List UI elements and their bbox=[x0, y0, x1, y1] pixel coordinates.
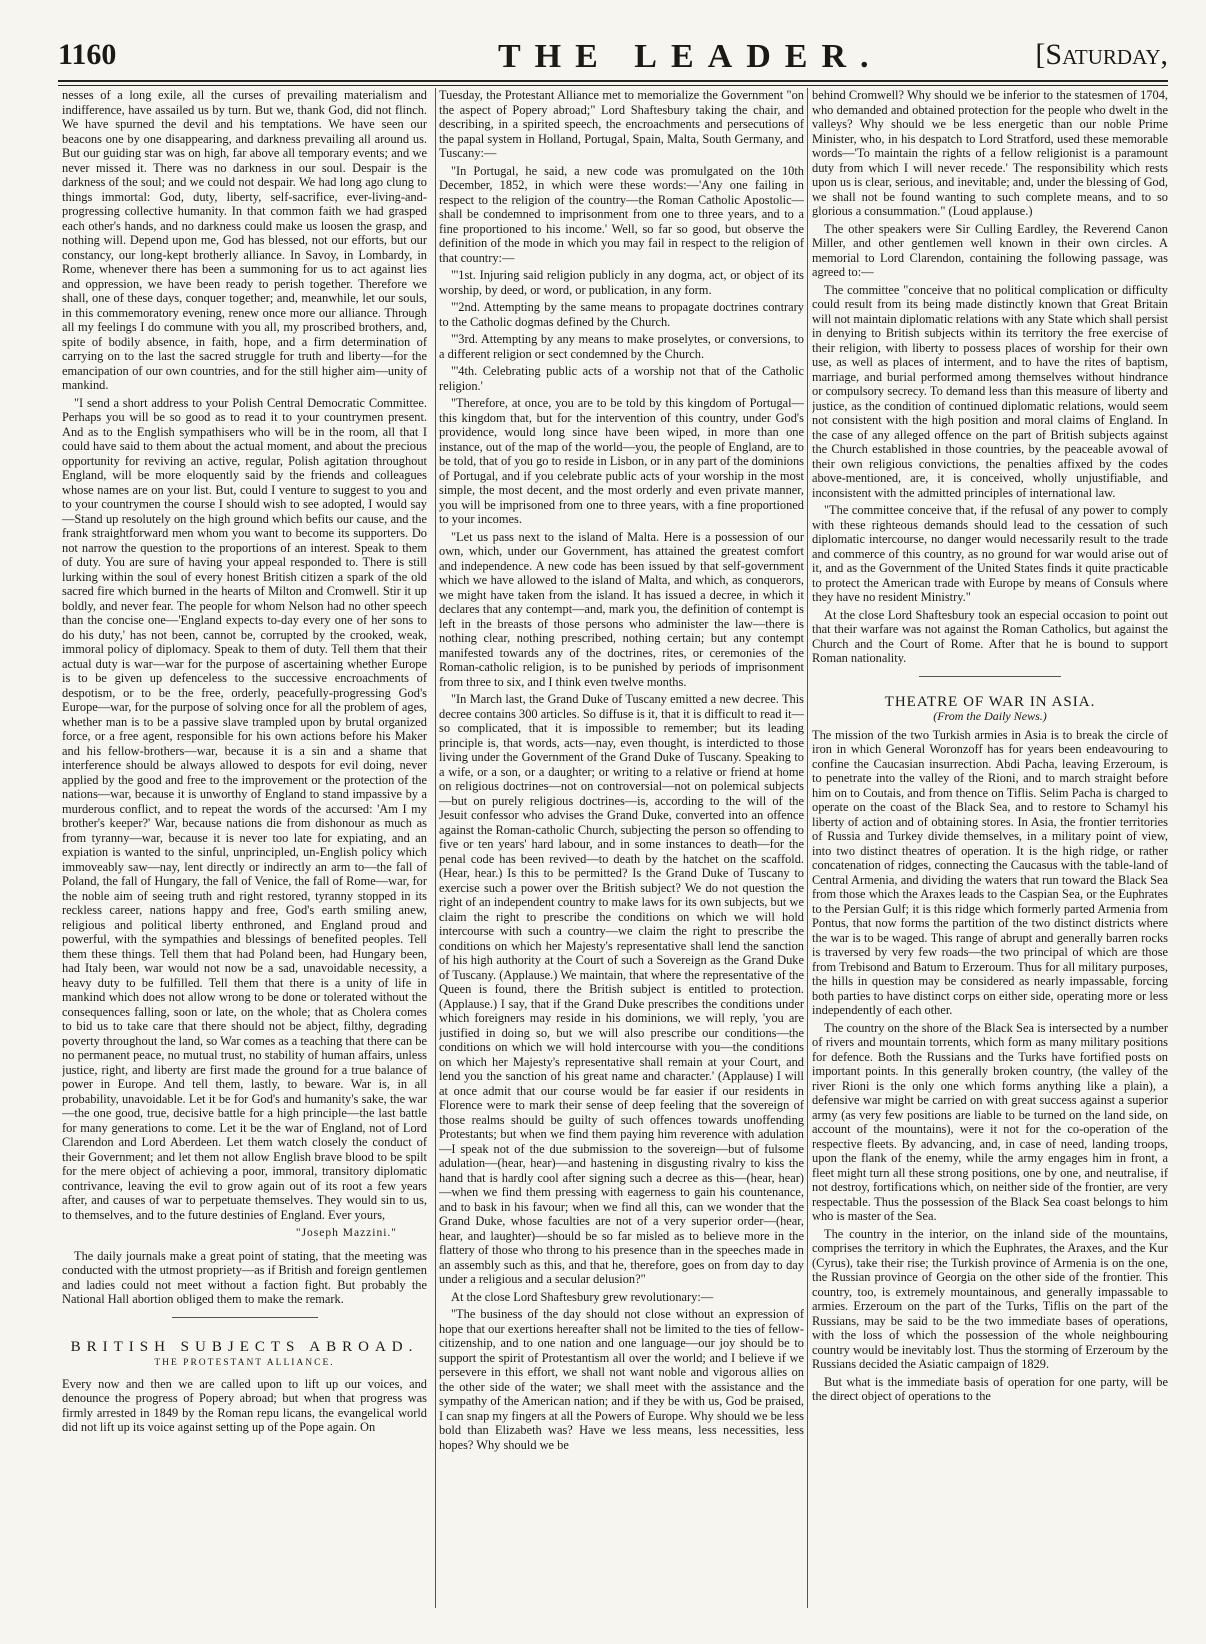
article-paragraph: The country on the shore of the Black Sea is intersected by a number of rivers and mountain torrents, which form as many military positions for defence. Both the Russians and the Turks have fortified posts on important points. In this generally broken country, (the valley of the river Rioni is the only one which forms anything like a plain), a defensive war might be carried on with great success against a superior army (as very few positions are liable to be turned on the land side, on account of the mountains), were it not for the co-operation of the respective fleets. By advancing, and, in case of need, landing troops, upon the flank of the enemy, while the army engages him in front, a fleet might turn all these strong positions, one by one, and neutralise, if not destroy, fortifications which, on neither side of the frontier, are very respectable. Thus the possession of the Black Sea coast belongs to him who is master of the Sea. bbox=[812, 1020, 1168, 1223]
mazzini-letter-paragraph: nesses of a long exile, all the curses of prevailing materialism and indifference, have assailed us by turn. But we, thank God, did not flinch. We have spurned the devil and his temptations. We have seen our beacons one by one disappearing, and darkness prevailing all around us. But our guiding star was on high, far above all temporary events; and we never missed it. There was no darkness in our soul. Despair is the darkness of the soul; and we could not despair. We had long ago clung to things immortal: God, duty, liberty, self-sacrifice, ever-living-and-progressing collective humanity. In that common faith we had grasped each other's hands, and no darkness could make us loosen the grasp, and nothing will. Depend upon me, God has blessed, not our efforts, but our constancy, our long-kept brotherly alliance. In Savoy, in Lombardy, in Rome, whenever there has been a summoning for us to act against lies and oppression, we have been ready to perish together. Therefore we shall, one of these days, conquer together; and, meanwhile, let our souls, in this commemoratory evening, renew once more our alliance. Through all my feelings I do commune with you all, my proscribed brothers, and, spite of bodily absence, in faith, hope, and a firm determination of carrying on to the last the sacred struggle for truth and liberty—for the emancipation of our own countries, and for the still higher aim—unity of mankind. bbox=[62, 88, 427, 392]
article-paragraph: The country in the interior, on the inland side of the mountains, comprises the territory in which the Euphrates, the Araxes, and the Kur (Cyrus), take their rise; the Turkish province of Armenia is on the one, the Russian province of Georgia on the other side of the frontier. This country, too, is extremely mountainous, and generally impassable to armies. Erzeroum on the part of the Turks, Tiflis on the part of the Russians, may be said to be the two immediate bases of operations, with the loss of which the possession of the whole neighbouring country would be inevitably lost. Thus the storming of Erzeroum by the Russians decided the Asiatic campaign of 1829. bbox=[812, 1226, 1168, 1371]
masthead bbox=[58, 38, 1168, 78]
article-paragraph: "'4th. Celebrating public acts of a worship not that of the Catholic religion.' bbox=[439, 364, 804, 393]
article-paragraph: "The committee conceive that, if the refusal of any power to comply with these righteous demands should lead to the cessation of such diplomatic intercourse, no danger would necessarily result to the trade and commerce of this country, as no ground for war would arise out of it, and as the Government of the United States finds it quite practicable to protect the American trade with Europe by means of Consuls where they have no resident Ministry." bbox=[812, 503, 1168, 604]
section-divider bbox=[919, 676, 1061, 677]
newspaper-title: THE LEADER. bbox=[498, 38, 883, 75]
section-source: (From the Daily News.) bbox=[933, 709, 1047, 723]
column-divider bbox=[807, 88, 808, 1608]
article-paragraph: "In March last, the Grand Duke of Tuscany emitted a new decree. This decree contains 300 articles. So diffuse is it, that it is difficult to read it—so complicated, that it is impossible to remember; but its leading principle is, that words, acts—nay, even thought, is interdicted to those living under the Government of the Grand Duke of Tuscany. Speaking to a wife, or a son, or a daughter; or writing to a relative or friend at home on religious doctrines—not on controversial—not on polemical subjects—but on purely religious doctrines—is, according to the will of the Jesuit confessor who advises the Grand Duke, converted into an offence against the Roman-catholic Church, subjecting the person so offending to five or ten years' hard labour, and in some instances to death—for the penal code has been revived—to death by the hatchet on the scaffold. (Hear, hear.) Is this to be permitted? Is the Grand Duke of Tuscany to exercise such a power over the British subject? We do not question the right of an independent country to make laws for its own subjects, but we claim the right to prescribe the conditions on which we will hold intercourse with such a country—we claim the right to prescribe the conditions on which her Majesty's representative shall lend the sanction of his high authority at the Court of such a Sovereign as the Grand Duke of Tuscany. (Applause.) We maintain, that where the representative of the Queen is found, there the British subject is entitled to protection. (Applause.) I say, that if the Grand Duke prescribes the conditions under which foreigners may reside in his dominions, we will reply, 'you are justified in doing so, but we will also prescribe our conditions—the conditions on which we will hold intercourse with you—the conditions on which her Majesty's representative shall remain at your Court, and lend you the sanction of his great name and character.' (Applause) I will at once admit that our course would be far easier if our residents in Florence were to mark their sense of deep feeling that the sovereign of those realms should be guilty of such offences towards unoffending Protestants; but when we find them paying him reverence with adulation—I speak not of the due submission to the sovereign—but of fulsome adulation—(hear, hear)—and hastening in disgusting rivalry to kiss the hand that is hardly cool after signing such a decree as this—(hear, hear)—when we find them pressing with eagerness to gain his countenance, and to bask in his favour; when we find all this, can we wonder that the Grand Duke, whose faculties are not of a very superior order—(hear, hear, and laughter)—should be so far misled as to believe more in the flattery of those who throng to his presence than in the speeches made in an assembly such as this, and that he, therefore, goes on from day to day under a religious and a secular delusion?" bbox=[439, 692, 804, 1286]
column-2 bbox=[439, 88, 804, 1618]
article-paragraph: Every now and then we are called upon to lift up our voices, and denounce the progress of Popery abroad; but when that progress was firmly arrested in 1849 by the Roman repu licans, the evangelical world did not lift up its voice against setting up of the Pope again. On bbox=[62, 1376, 427, 1434]
article-paragraph: "In Portugal, he said, a new code was promulgated on the 10th December, 1852, in which were these words:—'Any one failing in respect to the religion of the country—the Roman Catholic Apostolic—shall be condemned to imprisonment from one to three years, and to a fine proportioned to his income.' Well, so far so good, but observe the definition of the mode in which you may fail in respect to the religion of that country:— bbox=[439, 163, 804, 265]
issue-day: [Saturday, bbox=[1035, 38, 1168, 71]
section-divider bbox=[172, 1317, 318, 1318]
article-paragraph: "'3rd. Attempting by any means to make proselytes, or conversions, to a different religion or sect condemned by the Church. bbox=[439, 332, 804, 361]
article-paragraph: But what is the immediate basis of operation for one party, will be the direct object of operations to the bbox=[812, 1374, 1168, 1403]
article-paragraph: The committee "conceive that no political complication or difficulty could result from its being made distinctly known that Great Britain will not maintain diplomatic relations with any State which shall persist in denying to British subjects within its territory the free exercise of their religion, with liberty to possess places of worship for their own use, as well as places of interment, and to have the rites of baptism, marriage, and burial performed among themselves without hindrance or compulsory secrecy. To demand less than this measure of liberty and justice, as the condition of continued diplomatic relations, would seem not consistent with the high position and moral claims of England. In the case of any alleged offence on the part of British subjects against the Church established in those countries, by the peaceable avowal of their own religious convictions, the penalties affixed by the codes above-mentioned, are, it is conceived, wholly unjustifiable, and inconsistent with the admitted principles of international law. bbox=[812, 282, 1168, 500]
masthead-rule-thin bbox=[58, 85, 1168, 86]
article-paragraph: "'1st. Injuring said religion publicly in any dogma, act, or object of its worship, by deed, or word, or publication, in any form. bbox=[439, 268, 804, 297]
article-paragraph: The other speakers were Sir Culling Eardley, the Reverend Canon Miller, and other gentlemen well known in their own circles. A memorial to Lord Clarendon, containing the following passage, was agreed to:— bbox=[812, 221, 1168, 279]
section-subtitle: THE PROTESTANT ALLIANCE. bbox=[154, 1358, 335, 1368]
article-paragraph: behind Cromwell? Why should we be inferior to the statesmen of 1704, who demanded and obtained protection for the people who dwelt in the valleys? Why should we be less energetic than our noble Prime Minister, who, in his despatch to Lord Stratford, used these memorable words—'To maintain the rights of a fellow religionist is a paramount duty from which I will never recede.' The responsibility which rests upon us is clear, serious, and inevitable; and, under the blessing of God, we shall not be found wanting to such complete means, and to so glorious a consummation." (Loud applause.) bbox=[812, 88, 1168, 218]
column-divider bbox=[435, 88, 436, 1608]
letter-signature: "Joseph Mazzini." bbox=[295, 1227, 397, 1239]
article-paragraph: "'2nd. Attempting by the same means to propagate doctrines contrary to the Catholic dogmas defined by the Church. bbox=[439, 300, 804, 329]
article-paragraph: "Therefore, at once, you are to be told by this kingdom of Portugal—this kingdom that, but for the intervention of this country, under God's providence, would long since have been wiped, in more than one instance, out of the map of the world—you, the people of England, are to be told, that of you go to reside in Lisbon, or in any part of the dominions of Portugal, and if you celebrate public acts of your worship in the most simple, the most decent, and the most orderly and even private manner, you will be imprisoned from one to three years, with a fine proportioned to your incomes. bbox=[439, 396, 804, 526]
masthead-rule bbox=[58, 80, 1168, 82]
section-title: BRITISH SUBJECTS ABROAD. bbox=[70, 1338, 419, 1355]
article-paragraph: At the close Lord Shaftesbury took an especial occasion to point out that their warfare was not against the Roman Catholics, but against the Church and the Court of Rome. After that he is bound to support Roman nationality. bbox=[812, 607, 1168, 665]
article-paragraph: At the close Lord Shaftesbury grew revolutionary:— bbox=[451, 1289, 714, 1304]
section-title: THEATRE OF WAR IN ASIA. bbox=[884, 693, 1096, 710]
mazzini-letter-paragraph: "I send a short address to your Polish Central Democratic Committee. Perhaps you will be so good as to read it to your countrymen present. And as to the English sympathisers who will be in the room, all that I could have said to them about the actual moment, and about the precious opportunity for reviving an active, regular, Polish agitation throughout England, will be more eloquently said by the friends and colleagues whose names are on your list. But, could I venture to suggest to you and to your countrymen the course I should wish to see adopted, I would say—Stand up resolutely on the high ground which befits our cause, and the frank straightforward men whom you want to become its supporters. Do not narrow the question to the proportions of an interest. Speak to them of duty. You are sure of having your appeal responded to. There is still lurking within the soul of every honest British citizen a spark of the old sacred fire which burned in the hearts of Milton and Cromwell. Stir it up boldly, and never fear. The people for whom Nelson had no other speech than the concise one—'England expects to-day every one of her sons to do his duty,' has not been, cannot be, corrupted by the crooked, weak, immoral policy of diplomacy. Speak to them of duty. Tell them that their actual duty is war—war for the purpose of ascertaining whether Europe is to be given up defenceless to the successive encroachments of despotism, or to be the free, orderly, peacefully-progressing God's Europe—war, for the purpose of solving once for all the problem of ages, whether man is to be a passive slave trampled upon by brutal organized force, or a free agent, responsible for his own actions before his Maker and his fellow-brothers—war, because it is a sin and a shame that interference should be always allowed to despots for evil doing, never applied by the good and free to the improvement or the protection of the nations—war, because it is unworthy of England to stand impassive by a murderous conflict, and to repeat the words of the accursed: 'Am I my brother's keeper?' War, because nations die from dishonour as much as from tyranny—war, because it is never too late for expiating, and an expiation is wanted to the sinful, unprincipled, un-English policy which immoveably saw—nay, lent directly or indirectly an arm to—the fall of Poland, the fall of Hungary, the fall of Venice, the fall of Rome—war, for the noble aim of seeing truth and right restored, tyranny stopped in its reckless career, nations happy and free, God's earth smiling anew, religious and political liberty enthroned, and England proud and powerful, with the sympathies and blessings of benefited peoples. Tell them these things. Tell them that had Poland been, had Hungary been, had Italy been, war would not now be a sad, unavoidable necessity, a heavy duty to be fulfilled. Tell them that there is a unity of life in mankind which does not allow wrong to be done or tolerated without the consequences falling, soon or late, on the whole; that as Cholera comes to bid us to take care that there should not be abject, filthy, degrading poverty throughout the land, so War comes as a teaching that there can be no permanent peace, no mutual trust, no stability of human affairs, unless justice, right, and liberty are first made the ground for a true balance of power in Europe. And tell them, lastly, to beware. War is, in all probability, unavoidable. Let it be for God's and humanity's sake, the war—the one good, true, decisive battle for a high principle—the last battle for many generations to come. Let it be the war of England, not of Lord Clarendon and Lord Aberdeen. Let them watch closely the conduct of their Government; and let them not allow English brave blood to be spilt for the mere object of achieving a poor, immoral, transitory diplomatic contrivance, leaving the evil to grow again out of its root a few years after, and causes of war to perpetuate themselves. They would sin to us, to themselves, and to the future destinies of England. Ever yours, bbox=[62, 395, 427, 1222]
article-paragraph: "The business of the day should not close without an expression of hope that our exertions hereafter shall not be limited to the ties of fellow-citizenship, and to one nation and one language—our joy should be to support the spirit of Protestantism all over the world; and I believe if we persevere in this effort, we shall not want noble and vigorous allies on the other side of the water; we shall meet with the assistance and the sympathy of the American nation; and if they be with us, God be praised, I can snap my fingers at all the Powers of Europe. Why should we be less bold than Elizabeth was? Have we less means, less necessities, less hopes? Why should we be bbox=[439, 1307, 804, 1452]
column-1 bbox=[62, 88, 427, 1618]
article-paragraph: "Let us pass next to the island of Malta. Here is a possession of our own, which, under our Government, has attained the greatest comfort and independence. A new code has been issued by that self-government which we have allowed to the island of Malta, and which, as conquerors, we might have taken from the island. It has issued a decree, in which it declares that any contempt—and, mark you, the definition of contempt is left in the breasts of those persons who administer the law—there is nothing clear, nothing prescribed, nothing certain; but any contempt manifested towards any of the doctrines, rites, or ceremonies of the Roman-catholic religion, is to be punished by periods of imprisonment from three to six, and I think even twelve months. bbox=[439, 529, 804, 689]
article-paragraph: The mission of the two Turkish armies in Asia is to break the circle of iron in which General Woronzoff has for years been endeavouring to confine the Caucasian insurrection. Abdi Pacha, leaving Erzeroum, is to penetrate into the valley of the Rioni, and to march straight before him on to Coutais, and from thence on Tiflis. Selim Pacha is charged to operate on the coast of the Black Sea, and to restore to Schamyl his liberty of action and of obtaining stores. In Asia, the frontier territories of Russia and Turkey divide themselves, in a military point of view, into two distinct theatres of operation. It is the high ridge, or rather concatenation of ridges, connecting the Caucasus with the table-land of Central Armenia, and dividing the waters that run toward the Black Sea from those which the Araxes leads to the Caspian Sea, or the Euphrates to the Persian Gulf; it is this ridge which formerly parted Armenia from Pontus, that now forms the partition of the two distinct districts where the war is to be waged. This range of abrupt and generally barren rocks is traversed by very few roads—the two principal of which are those from Trebisond and Batum to Erzeroum. Thus for all military purposes, the hills in question may be considered as nearly impassable, forcing both parties to have distinct corps on either side, operating more or less independently of each other. bbox=[812, 727, 1168, 1017]
article-paragraph: The daily journals make a great point of stating, that the meeting was conducted with the utmost propriety—as if British and foreign gentlemen and ladies could not meet without a faction fight. But probably the National Hall abortion obliged them to make the remark. bbox=[62, 1248, 427, 1306]
page-number: 1160 bbox=[58, 38, 117, 71]
column-3 bbox=[812, 88, 1168, 1618]
article-paragraph: Tuesday, the Protestant Alliance met to memorialize the Government "on the aspect of Popery abroad;" Lord Shaftesbury taking the chair, and describing, in a spirited speech, the encroachments and persecutions of the papal system in Holland, Portugal, Spain, Malta, South Germany, and Tuscany:— bbox=[439, 88, 804, 160]
